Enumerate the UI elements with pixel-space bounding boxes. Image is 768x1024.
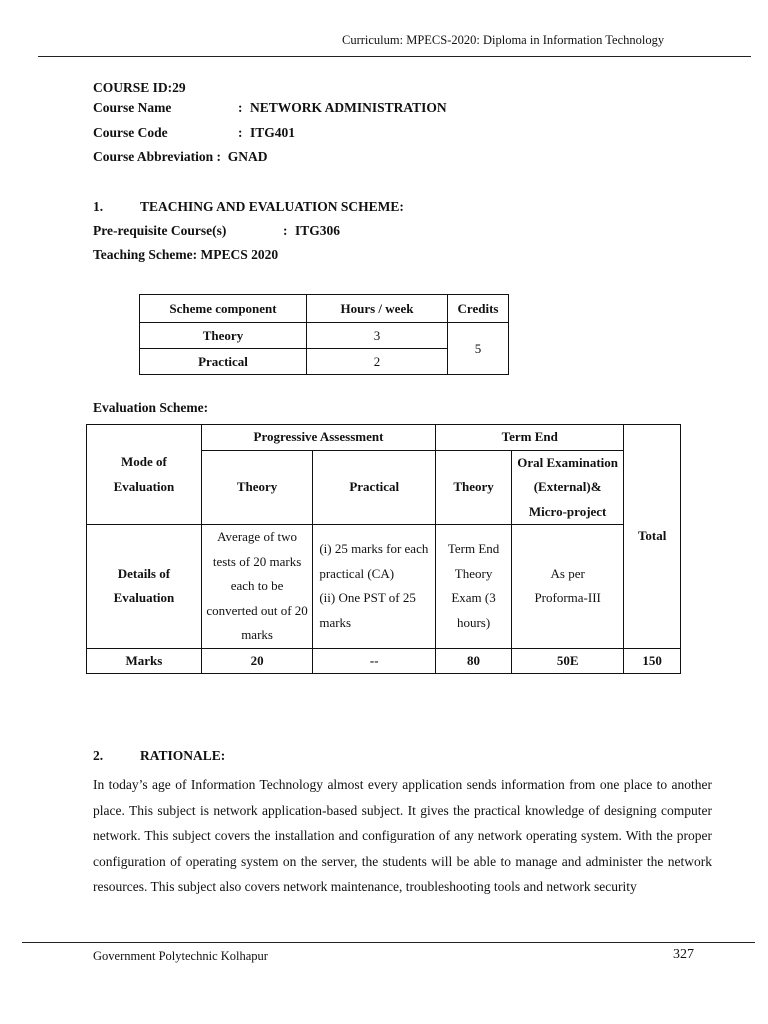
course-id: COURSE ID:29 — [93, 80, 186, 95]
teaching-scheme-table — [139, 294, 509, 375]
marks-term-theory: 80 — [436, 648, 512, 673]
progressive-assessment-header: Progressive Assessment — [201, 425, 435, 451]
course-abbreviation-sep: : — [216, 149, 222, 164]
evaluation-scheme-table — [86, 424, 681, 674]
col-theory: Theory — [201, 450, 313, 525]
term-end-header: Term End — [436, 425, 624, 451]
course-name-row — [93, 100, 447, 116]
prerequisite-sep: : — [283, 223, 288, 238]
table-row — [140, 323, 509, 349]
header-credits: Credits — [448, 295, 509, 323]
teaching-scheme-label: Teaching Scheme: MPECS 2020 — [93, 247, 279, 262]
theory-hours: 3 — [307, 323, 448, 349]
eval-details-row — [87, 525, 681, 649]
prerequisite-row — [93, 223, 340, 239]
footer-rule — [22, 942, 755, 943]
details-of-evaluation: Details of Evaluation — [87, 525, 202, 649]
course-name-sep: : — [238, 100, 243, 115]
details-oral: As per Proforma-III — [511, 525, 623, 649]
course-code-row — [93, 125, 295, 141]
theory-component: Theory — [140, 323, 307, 349]
prerequisite-label: Pre-requisite Course(s) — [93, 223, 227, 238]
col-practical: Practical — [313, 450, 436, 525]
course-abbreviation-value: GNAD — [227, 149, 268, 164]
course-code-value: ITG401 — [250, 125, 296, 140]
header-rule — [38, 56, 751, 57]
practical-component: Practical — [140, 349, 307, 375]
details-practical-2: (ii) One PST of 25 marks — [319, 590, 416, 630]
marks-oral: 50E — [511, 648, 623, 673]
table-header-row — [140, 295, 509, 323]
total-header: Total — [624, 425, 681, 649]
course-name-value: NETWORK ADMINISTRATION — [250, 100, 447, 115]
header-hours-week: Hours / week — [307, 295, 448, 323]
details-practical-1: (i) 25 marks for each practical (CA) — [319, 541, 429, 581]
course-abbreviation-row — [93, 149, 268, 165]
header-scheme-component: Scheme component — [140, 295, 307, 323]
section-2-heading — [93, 748, 225, 764]
page-header: Curriculum: MPECS-2020: Diploma in Information Technology — [342, 33, 665, 47]
evaluation-scheme-label: Evaluation Scheme: — [93, 400, 209, 415]
course-code-sep: : — [238, 125, 243, 140]
footer-institution: Government Polytechnic Kolhapur — [93, 949, 268, 963]
col-oral-examination: Oral Examination (External)& Micro-project — [511, 450, 623, 525]
details-theory: Average of two tests of 20 marks each to be converted out of 20 marks — [201, 525, 313, 649]
section-2-title: RATIONALE: — [140, 748, 226, 763]
col-theory-term: Theory — [436, 450, 512, 525]
rationale-paragraph: In today’s age of Information Technology almost every application sends information from one place to another place. This subject is network application-based subject. It gives the practical knowledge of designing computer network. This subject covers the installation and configuration of any network operating system. With the proper configuration of operating system on the server, the students will be able to manage and administer the network resources. This subject also covers network maintenance, troubleshooting tools and network security — [93, 777, 712, 894]
marks-label: Marks — [87, 648, 202, 673]
credits-value: 5 — [448, 323, 509, 375]
course-code-label: Course Code — [93, 125, 168, 140]
page-number: 327 — [673, 947, 694, 962]
eval-header-row-1 — [87, 425, 681, 451]
mode-of-evaluation: Mode of Evaluation — [87, 425, 202, 525]
marks-total: 150 — [624, 648, 681, 673]
section-2-number: 2. — [93, 748, 104, 763]
prerequisite-value: ITG306 — [295, 223, 341, 238]
details-term-theory: Term End Theory Exam (3 hours) — [436, 525, 512, 649]
course-abbreviation-label: Course Abbreviation — [93, 149, 214, 164]
eval-marks-row — [87, 648, 681, 673]
practical-hours: 2 — [307, 349, 448, 375]
section-1-heading — [93, 199, 404, 215]
details-practical — [313, 525, 436, 649]
section-1-number: 1. — [93, 199, 104, 214]
marks-theory: 20 — [201, 648, 313, 673]
course-name-label: Course Name — [93, 100, 172, 115]
section-1-title: TEACHING AND EVALUATION SCHEME: — [140, 199, 404, 214]
marks-practical: -- — [313, 648, 436, 673]
